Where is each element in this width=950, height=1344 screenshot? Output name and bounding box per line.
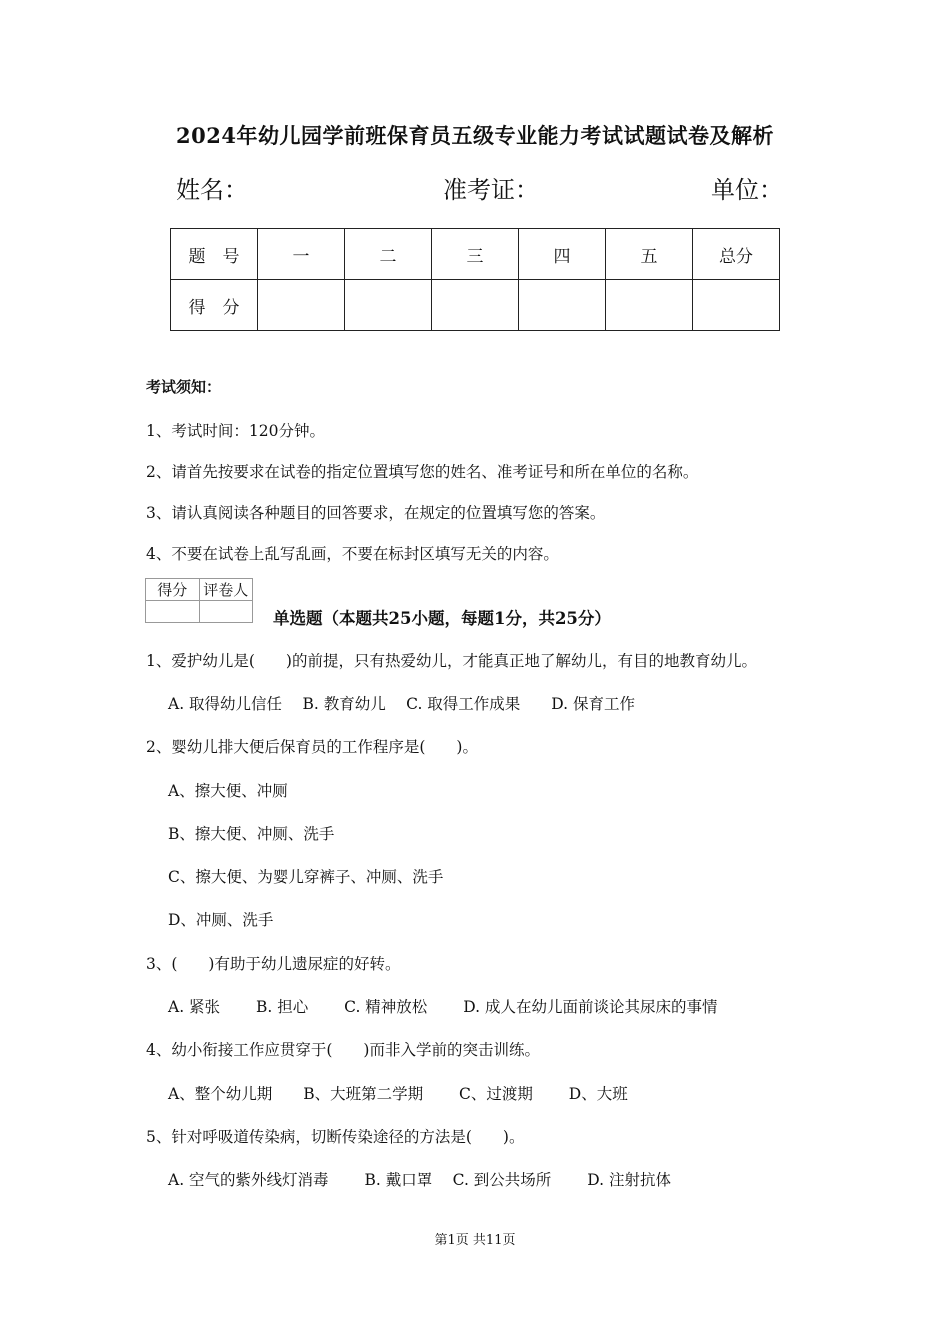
question-options: A. 空气的紫外线灯消毒 B. 戴口罩 C. 到公共场所 D. 注射抗体	[168, 1171, 671, 1189]
score-header-cell: 一	[258, 229, 345, 280]
notice-title: 考试须知：	[146, 378, 222, 396]
question-option: B、擦大便、冲厕、洗手	[168, 825, 335, 843]
grader-box	[145, 578, 253, 623]
question-option: C、擦大便、为婴儿穿裤子、冲厕、洗手	[168, 868, 444, 886]
score-cell[interactable]	[519, 280, 606, 331]
notice-item: 4、不要在试卷上乱写乱画，不要在标封区填写无关的内容。	[146, 545, 559, 563]
question-text: 2、婴幼儿排大便后保育员的工作程序是( )。	[146, 738, 478, 756]
score-header-cell: 五	[606, 229, 693, 280]
question-option: A、擦大便、冲厕	[168, 782, 288, 800]
score-header-cell: 三	[432, 229, 519, 280]
question-options: A. 紧张 B. 担心 C. 精神放松 D. 成人在幼儿面前谈论其尿床的事情	[168, 998, 718, 1016]
question-text: 5、针对呼吸道传染病，切断传染途径的方法是( )。	[146, 1128, 525, 1146]
unit-label: 单位：	[711, 176, 783, 204]
grader-score-label: 得分	[146, 579, 200, 601]
score-table-score-row	[171, 280, 780, 331]
score-cell[interactable]	[432, 280, 519, 331]
exam-title: 2024年幼儿园学前班保育员五级专业能力考试试题试卷及解析	[176, 123, 774, 148]
grader-reviewer-label: 评卷人	[199, 579, 253, 601]
score-cell[interactable]	[345, 280, 432, 331]
score-header-cell: 二	[345, 229, 432, 280]
score-table	[170, 228, 780, 331]
exam-id-label: 准考证：	[443, 176, 539, 204]
question-options: A、整个幼儿期 B、大班第二学期 C、过渡期 D、大班	[168, 1085, 628, 1103]
question-options: A. 取得幼儿信任 B. 教育幼儿 C. 取得工作成果 D. 保育工作	[168, 695, 636, 713]
score-cell[interactable]	[258, 280, 345, 331]
notice-item: 2、请首先按要求在试卷的指定位置填写您的姓名、准考证号和所在单位的名称。	[146, 463, 699, 481]
grader-reviewer-cell[interactable]	[199, 601, 253, 623]
score-header-cell: 四	[519, 229, 606, 280]
page-footer: 第1页 共11页	[434, 1233, 516, 1248]
question-text: 1、爱护幼儿是( )的前提，只有热爱幼儿，才能真正地了解幼儿，有目的地教育幼儿。	[146, 652, 757, 670]
score-cell[interactable]	[693, 280, 780, 331]
score-table-header-row	[171, 229, 780, 280]
score-row-label: 得 分	[171, 280, 258, 331]
question-option: D、冲厕、洗手	[168, 911, 274, 929]
notice-item: 3、请认真阅读各种题目的回答要求，在规定的位置填写您的答案。	[146, 504, 606, 522]
question-text: 3、( )有助于幼儿遗尿症的好转。	[146, 955, 401, 973]
score-header-cell: 总分	[693, 229, 780, 280]
score-header-cell: 题 号	[171, 229, 258, 280]
score-cell[interactable]	[606, 280, 693, 331]
name-label: 姓名：	[176, 176, 248, 204]
notice-item: 1、考试时间：120分钟。	[146, 422, 325, 440]
grader-score-cell[interactable]	[146, 601, 200, 623]
question-text: 4、幼小衔接工作应贯穿于( )而非入学前的突击训练。	[146, 1041, 540, 1059]
section-title: 单选题（本题共25小题，每题1分，共25分）	[273, 609, 611, 628]
